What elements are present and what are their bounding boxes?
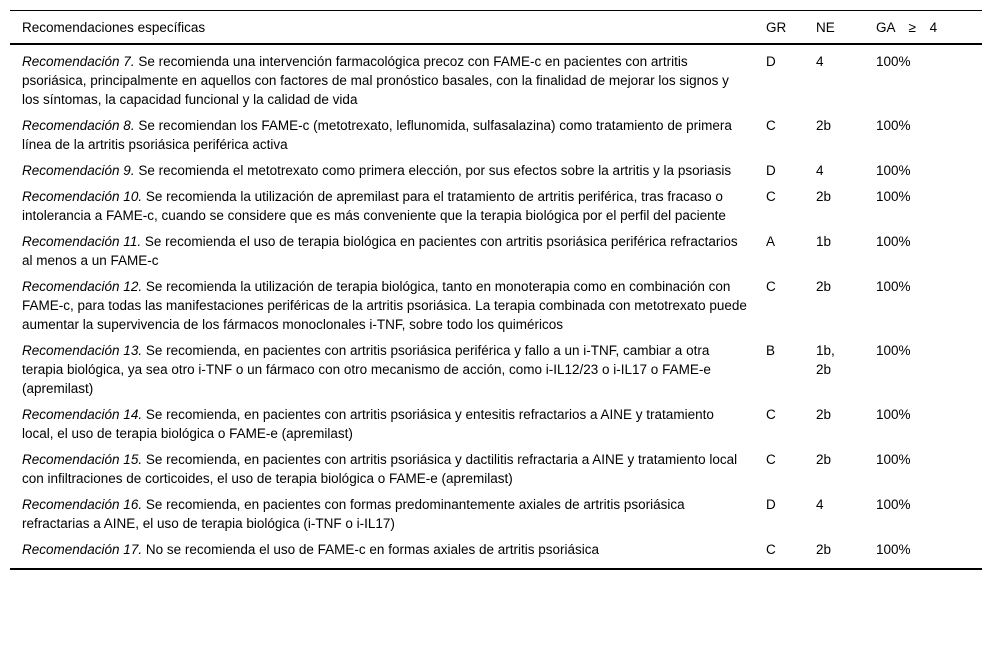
ne-value: 2b [816, 189, 832, 204]
recommendation-cell [10, 154, 766, 180]
gr-value: B [766, 343, 776, 358]
ne-value: 2b [816, 118, 832, 133]
recommendation-label: Recomendación 14. [22, 407, 143, 422]
ga-value: 100% [876, 542, 911, 557]
header-recommendations: Recomendaciones específicas [10, 11, 766, 45]
gr-value: C [766, 407, 776, 422]
table-row [10, 533, 982, 569]
recommendation-text: Se recomienda el uso de terapia biológica en pacientes con artritis psoriásica periférica refractarios al menos a un FAME-c [22, 234, 738, 268]
ga-value: 100% [876, 343, 911, 358]
recommendation-cell [10, 398, 766, 443]
recommendation-text: Se recomienda el metotrexato como primera elección, por sus efectos sobre la artritis y la psoriasis [134, 163, 732, 178]
recommendation-label: Recomendación 13. [22, 343, 143, 358]
recommendation-cell [10, 443, 766, 488]
recommendation-cell [10, 533, 766, 569]
recommendation-label: Recomendación 10. [22, 189, 143, 204]
ga-value: 100% [876, 234, 911, 249]
recommendation-text: Se recomienda una intervención farmacológica precoz con FAME-c en pacientes con artritis psoriásica, principalmente en aquellos con factores de mal pronóstico basales, con la finalidad de mejorar los signos y los síntomas, la capacidad funcional y la calidad de vida [22, 54, 729, 107]
header-ga: GA ≥ 4 [876, 11, 982, 45]
recommendation-cell [10, 109, 766, 154]
ne-value: 1b [816, 234, 832, 249]
ne-value: 2b [816, 279, 832, 294]
recommendation-text: Se recomienda, en pacientes con artritis psoriásica y entesitis refractarios a AINE y tratamiento local, el uso de terapia biológica o FAME-e (apremilast) [22, 407, 714, 441]
recommendation-label: Recomendación 16. [22, 497, 143, 512]
recommendation-cell [10, 488, 766, 533]
recommendation-label: Recomendación 15. [22, 452, 143, 467]
gr-value: C [766, 189, 776, 204]
table-row [10, 154, 982, 180]
recommendation-cell [10, 44, 766, 109]
gr-value: A [766, 234, 776, 249]
table-row [10, 44, 982, 109]
recommendation-text: Se recomiendan los FAME-c (metotrexato, leflunomida, sulfasalazina) como tratamiento de primera línea de la artritis psoriásica periférica activa [22, 118, 732, 152]
recommendation-text: Se recomienda la utilización de apremilast para el tratamiento de artritis periférica, tras fracaso o intolerancia a FAME-c, cuando se considere que es más conveniente que la terapia biológica por el perfil del paciente [22, 189, 726, 223]
recommendation-text: Se recomienda la utilización de terapia biológica, tanto en monoterapia como en combinación con FAME-c, para todas las manifestaciones periféricas de la artritis psoriásica. La terapia combinada con metotrexato puede aumentar la supervivencia de los fármacos monoclonales i-TNF, sobre todo los quiméricos [22, 279, 747, 332]
gr-value: D [766, 54, 776, 69]
table-row [10, 225, 982, 270]
recommendation-label: Recomendación 11. [22, 234, 142, 249]
ga-value: 100% [876, 452, 911, 467]
ne-value: 4 [816, 497, 824, 512]
ne-value: 1b, 2b [816, 343, 835, 377]
ga-value: 100% [876, 279, 911, 294]
recommendation-label: Recomendación 12. [22, 279, 143, 294]
ga-value: 100% [876, 497, 911, 512]
recommendation-cell [10, 225, 766, 270]
table-row [10, 270, 982, 334]
table-row [10, 180, 982, 225]
ga-value: 100% [876, 54, 911, 69]
recommendation-cell [10, 270, 766, 334]
recommendation-text: Se recomienda, en pacientes con artritis psoriásica periférica y fallo a un i-TNF, cambiar a otra terapia biológica, ya sea otro i-TNF o un fármaco con otro mecanismo de acción, como i-IL12/23 o i-IL17 o FAME-e (apremilast) [22, 343, 711, 396]
ga-value: 100% [876, 163, 911, 178]
table-row [10, 109, 982, 154]
ne-value: 2b [816, 452, 832, 467]
recommendation-text: Se recomienda, en pacientes con formas predominantemente axiales de artritis psoriásica refractarias a AINE, el uso de terapia biológica (i-TNF o i-IL17) [22, 497, 685, 531]
table-row [10, 398, 982, 443]
ne-value: 2b [816, 542, 832, 557]
header-ne: NE [816, 11, 876, 45]
gr-value: D [766, 163, 776, 178]
table-row [10, 334, 982, 398]
ga-value: 100% [876, 407, 911, 422]
recommendation-label: Recomendación 8. [22, 118, 135, 133]
table-row [10, 443, 982, 488]
gr-value: C [766, 279, 776, 294]
recommendation-label: Recomendación 9. [22, 163, 135, 178]
table-header-row [10, 11, 982, 45]
ga-value: 100% [876, 118, 911, 133]
gr-value: C [766, 452, 776, 467]
recommendation-cell [10, 334, 766, 398]
ne-value: 4 [816, 54, 824, 69]
header-gr: GR [766, 11, 816, 45]
gr-value: D [766, 497, 776, 512]
gr-value: C [766, 542, 776, 557]
recommendation-text: Se recomienda, en pacientes con artritis psoriásica y dactilitis refractaria a AINE y tratamiento local con infiltraciones de corticoides, el uso de terapia biológica o FAME-e (apremilast) [22, 452, 738, 486]
ne-value: 4 [816, 163, 824, 178]
recommendations-table [10, 10, 982, 570]
recommendation-text: No se recomienda el uso de FAME-c en formas axiales de artritis psoriásica [142, 542, 600, 557]
recommendation-label: Recomendación 17. [22, 542, 143, 557]
table-row [10, 488, 982, 533]
recommendation-label: Recomendación 7. [22, 54, 135, 69]
ne-value: 2b [816, 407, 832, 422]
ga-value: 100% [876, 189, 911, 204]
recommendation-cell [10, 180, 766, 225]
gr-value: C [766, 118, 776, 133]
